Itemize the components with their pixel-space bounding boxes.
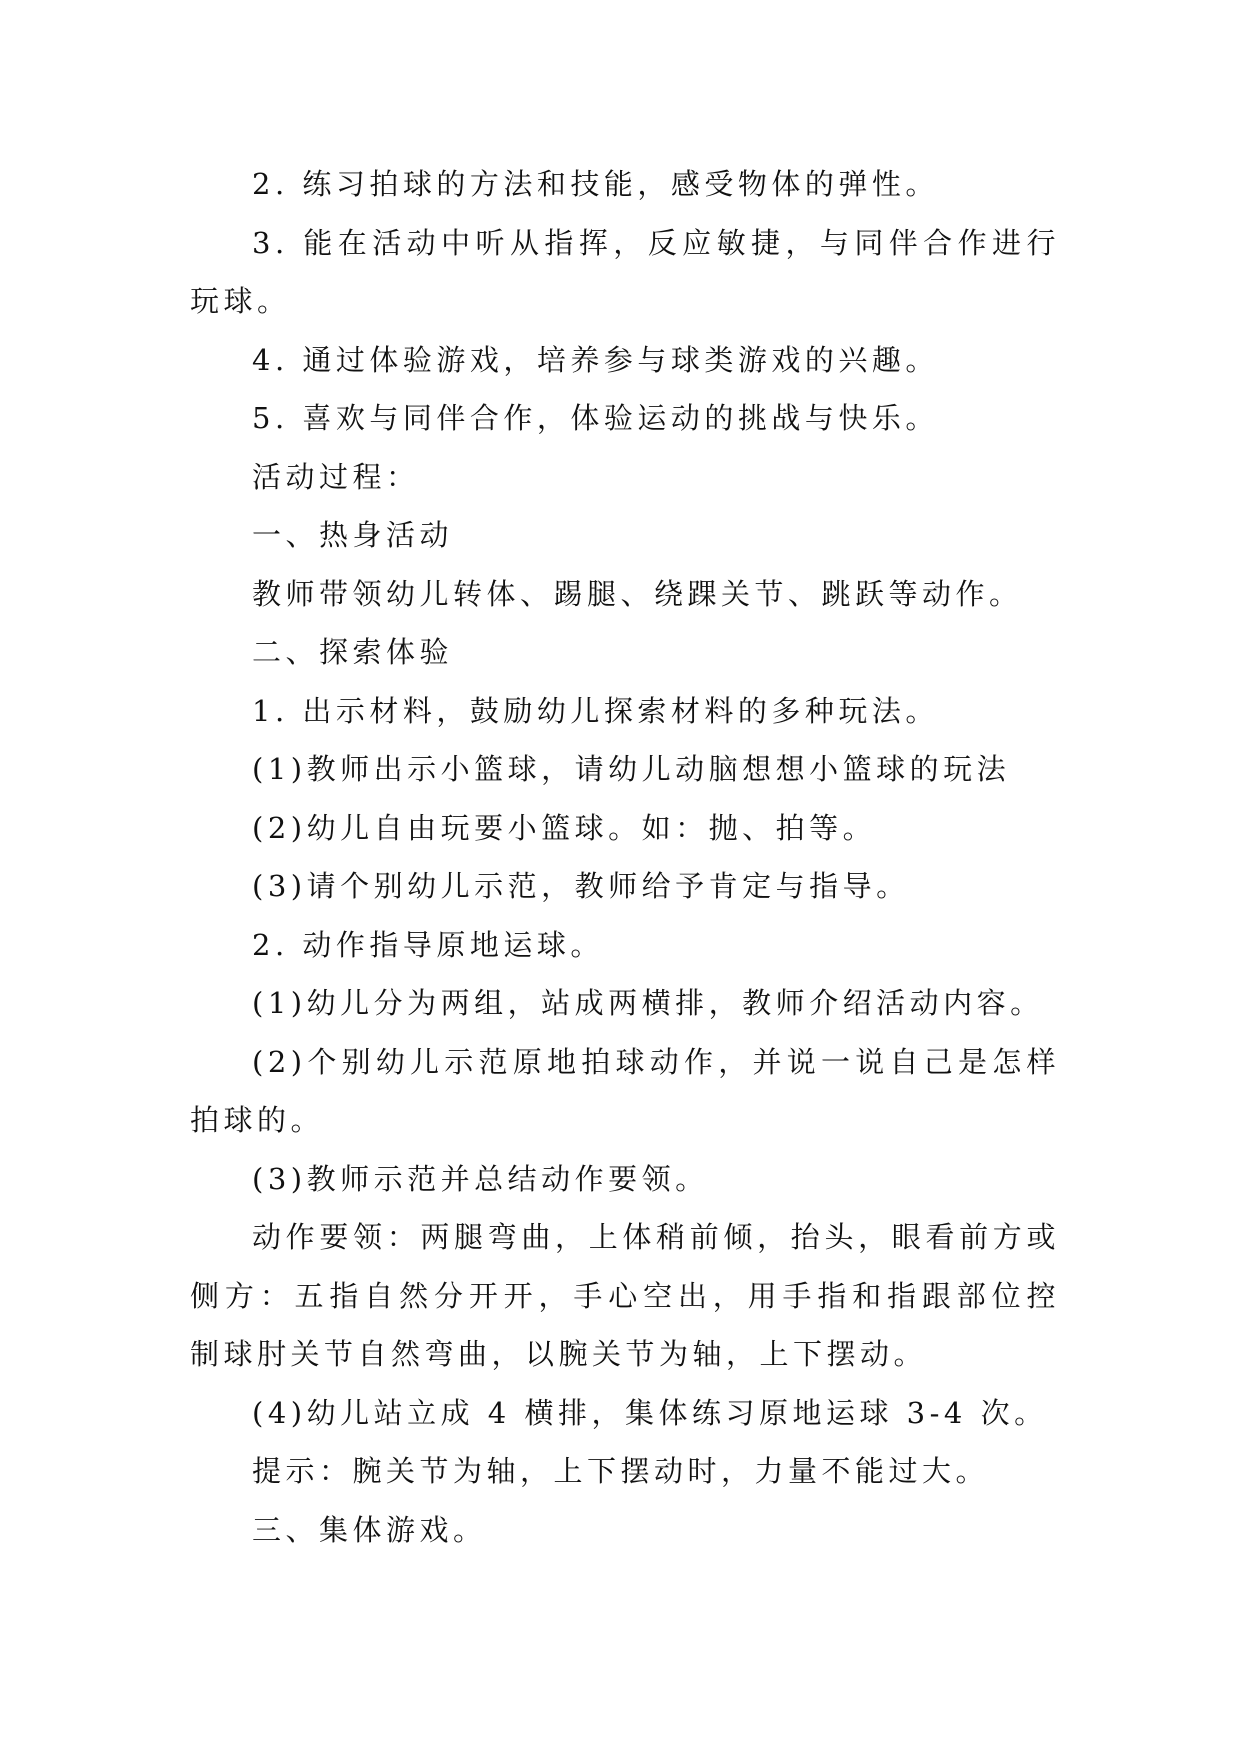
movement-essentials: 动作要领：两腿弯曲，上体稍前倾，抬头，眼看前方或侧方：五指自然分开开，手心空出，用手指和指跟部位控制球肘关节自然弯曲，以腕关节为轴，上下摆动。 [190,1220,1060,1371]
objective-2: 2. 练习拍球的方法和技能，感受物体的弹性。 [252,167,939,201]
section-heading-process: 活动过程： [252,459,420,494]
section-heading-warmup: 一、热身活动 [252,518,454,552]
objective-4: 4. 通过体验游戏，培养参与球类游戏的兴趣。 [252,342,939,377]
tip-text: 提示：腕关节为轴，上下摆动时，力量不能过大。 [252,1454,990,1488]
explore-step-2-1: (1)幼儿分为两组，站成两横排，教师介绍活动内容。 [252,986,1044,1020]
explore-step-1-1: (1)教师出示小篮球，请幼儿动脑想想小篮球的玩法 [252,752,1011,786]
section-heading-group-game: 三、集体游戏。 [252,1512,487,1547]
explore-step-1-3: (3)请个别幼儿示范，教师给予肯定与指导。 [252,869,910,903]
warmup-text: 教师带领幼儿转体、踢腿、绕踝关节、跳跃等动作。 [252,576,1023,611]
explore-step-2-2: (2)个别幼儿示范原地拍球动作，并说一说自己是怎样拍球的。 [190,1044,1060,1137]
explore-step-1-2: (2)幼儿自由玩要小篮球。如：抛、拍等。 [252,810,877,845]
objective-3: 3. 能在活动中听从指挥，反应敏捷，与同伴合作进行玩球。 [190,225,1060,318]
explore-step-2-4: (4)幼儿站立成 4 横排，集体练习原地运球 3-4 次。 [252,1395,1048,1430]
document-body [190,155,1060,1559]
explore-step-2: 2. 动作指导原地运球。 [252,927,604,962]
explore-step-1: 1. 出示材料，鼓励幼儿探索材料的多种玩法。 [252,693,939,728]
section-heading-explore: 二、探索体验 [252,635,454,669]
explore-step-2-3: (3)教师示范并总结动作要领。 [252,1161,709,1196]
objective-5: 5. 喜欢与同伴合作，体验运动的挑战与快乐。 [252,401,939,435]
